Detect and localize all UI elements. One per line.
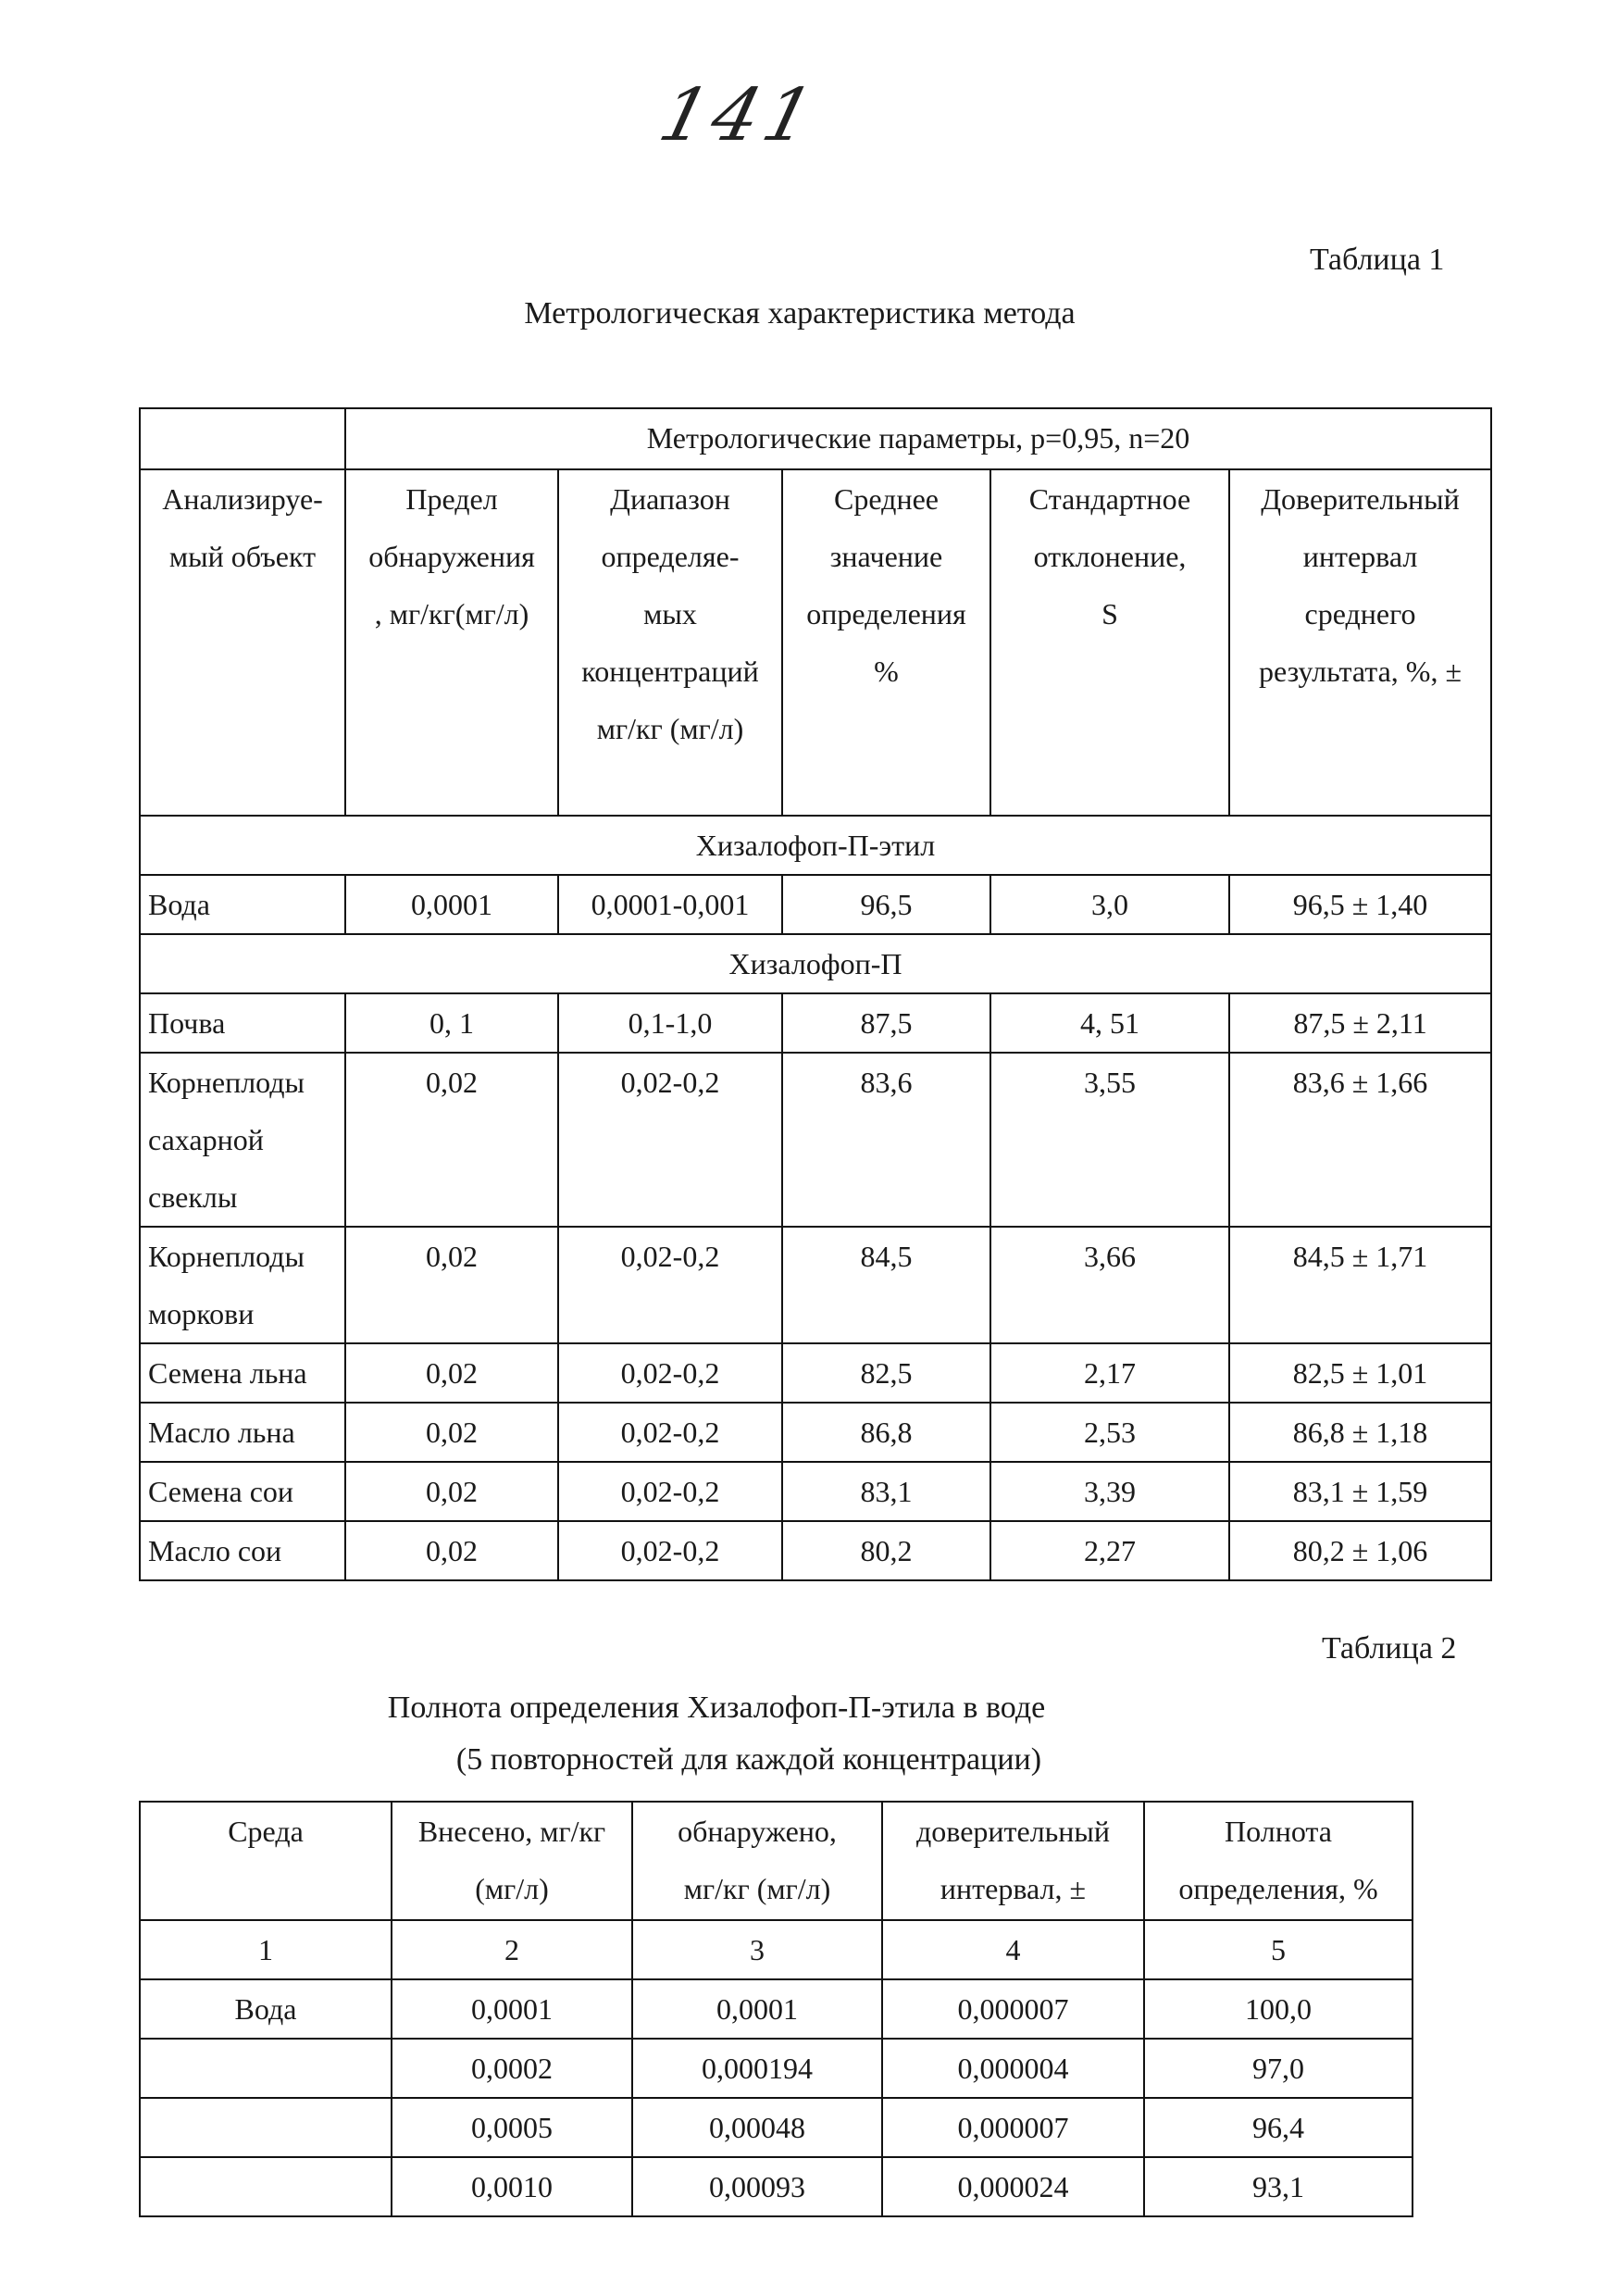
table-row [140,1343,1491,1403]
table2-col-header-found: обнаружено, мг/кг (мг/л) [632,1802,882,1920]
table2-col-header-ci: доверительный интервал, ± [882,1802,1144,1920]
ci-cell: 84,5 ± 1,71 [1229,1227,1491,1343]
added-cell: 0,0010 [392,2157,632,2216]
medium-cell: Вода [140,1979,392,2039]
range-cell: 0,1-1,0 [558,993,782,1053]
column-number: 1 [140,1920,392,1979]
table2-col-header-medium: Среда [140,1802,392,1920]
recovery-cell: 97,0 [1144,2039,1413,2098]
table1-section-row [140,934,1491,993]
column-number: 2 [392,1920,632,1979]
mean-cell: 87,5 [782,993,990,1053]
table2-label: Таблица 2 [1322,1631,1457,1666]
object-cell: Корнеплоды моркови [140,1227,345,1343]
ci-cell: 87,5 ± 2,11 [1229,993,1491,1053]
mean-cell: 86,8 [782,1403,990,1462]
found-cell: 0,00093 [632,2157,882,2216]
ci-cell: 86,8 ± 1,18 [1229,1403,1491,1462]
section-title: Хизалофоп-П [140,934,1491,993]
sd-cell: 2,17 [990,1343,1229,1403]
range-cell: 0,02-0,2 [558,1343,782,1403]
page-number-text: 141 [651,74,828,157]
added-cell: 0,0001 [392,1979,632,2039]
sd-cell: 2,27 [990,1521,1229,1580]
ci-cell: 96,5 ± 1,40 [1229,875,1491,934]
ci-cell: 0,000007 [882,2098,1144,2157]
ci-cell: 83,6 ± 1,66 [1229,1053,1491,1227]
column-number: 4 [882,1920,1144,1979]
sd-cell: 4, 51 [990,993,1229,1053]
table2-header-row [140,1802,1413,1920]
table1-empty-corner [140,408,345,469]
ci-cell: 0,000007 [882,1979,1144,2039]
table-row [140,1979,1413,2039]
object-cell: Масло сои [140,1521,345,1580]
table1 [139,407,1492,1581]
medium-cell [140,2039,392,2098]
table-row [140,993,1491,1053]
recovery-cell: 100,0 [1144,1979,1413,2039]
table2-col-header-recovery: Полнота определения, % [1144,1802,1413,1920]
table-row [140,1403,1491,1462]
table1-col-header-range: Диапазон определяе- мых концентраций мг/кг (мг/л) [558,469,782,816]
section-title: Хизалофоп-П-этил [140,816,1491,875]
added-cell: 0,0002 [392,2039,632,2098]
range-cell: 0,02-0,2 [558,1462,782,1521]
object-cell: Семена сои [140,1462,345,1521]
range-cell: 0,0001-0,001 [558,875,782,934]
table1-caption: Метрологическая характеристика метода [524,296,1076,331]
limit-cell: 0,0001 [345,875,558,934]
table-row [140,2039,1413,2098]
found-cell: 0,000194 [632,2039,882,2098]
sd-cell: 3,39 [990,1462,1229,1521]
limit-cell: 0,02 [345,1462,558,1521]
table1-group-header-row [140,408,1491,469]
medium-cell [140,2098,392,2157]
range-cell: 0,02-0,2 [558,1227,782,1343]
mean-cell: 82,5 [782,1343,990,1403]
sd-cell: 2,53 [990,1403,1229,1462]
table-row [140,2157,1413,2216]
column-number: 5 [1144,1920,1413,1979]
object-cell: Вода [140,875,345,934]
table-row [140,875,1491,934]
mean-cell: 83,6 [782,1053,990,1227]
table1-group-header: Метрологические параметры, р=0,95, n=20 [345,408,1491,469]
handwritten-page-number [651,74,828,157]
mean-cell: 83,1 [782,1462,990,1521]
found-cell: 0,00048 [632,2098,882,2157]
limit-cell: 0,02 [345,1521,558,1580]
sd-cell: 3,0 [990,875,1229,934]
table1-col-header-limit: Предел обнаружения , мг/кг(мг/л) [345,469,558,816]
ci-cell: 82,5 ± 1,01 [1229,1343,1491,1403]
ci-cell: 0,000004 [882,2039,1144,2098]
recovery-cell: 93,1 [1144,2157,1413,2216]
table1-section-row [140,816,1491,875]
table-row [140,1521,1491,1580]
object-cell: Семена льна [140,1343,345,1403]
limit-cell: 0,02 [345,1403,558,1462]
table1-col-header-ci: Доверительный интервал среднего результата, %, ± [1229,469,1491,816]
table1-col-header-sd: Стандартное отклонение, S [990,469,1229,816]
sd-cell: 3,66 [990,1227,1229,1343]
object-cell: Почва [140,993,345,1053]
limit-cell: 0,02 [345,1227,558,1343]
limit-cell: 0,02 [345,1343,558,1403]
range-cell: 0,02-0,2 [558,1403,782,1462]
table-row [140,1462,1491,1521]
table2-col-header-added: Внесено, мг/кг (мг/л) [392,1802,632,1920]
range-cell: 0,02-0,2 [558,1053,782,1227]
table2-caption-line1: Полнота определения Хизалофоп-П-этила в воде [387,1691,1046,1725]
table1-col-header-mean: Среднее значение определения % [782,469,990,816]
found-cell: 0,0001 [632,1979,882,2039]
recovery-cell: 96,4 [1144,2098,1413,2157]
column-number: 3 [632,1920,882,1979]
table-row [140,1053,1491,1227]
table1-label: Таблица 1 [1310,243,1445,277]
range-cell: 0,02-0,2 [558,1521,782,1580]
sd-cell: 3,55 [990,1053,1229,1227]
mean-cell: 84,5 [782,1227,990,1343]
table2 [139,1801,1413,2217]
table2-number-row [140,1920,1413,1979]
ci-cell: 80,2 ± 1,06 [1229,1521,1491,1580]
object-cell: Масло льна [140,1403,345,1462]
table2-caption-line2: (5 повторностей для каждой концентрации) [455,1742,1042,1777]
table-row [140,1227,1491,1343]
table1-col-header-object: Анализируе- мый объект [140,469,345,816]
object-cell: Корнеплоды сахарной свеклы [140,1053,345,1227]
limit-cell: 0, 1 [345,993,558,1053]
table1-column-header-row [140,469,1491,816]
mean-cell: 96,5 [782,875,990,934]
ci-cell: 0,000024 [882,2157,1144,2216]
table-row [140,2098,1413,2157]
added-cell: 0,0005 [392,2098,632,2157]
limit-cell: 0,02 [345,1053,558,1227]
mean-cell: 80,2 [782,1521,990,1580]
medium-cell [140,2157,392,2216]
ci-cell: 83,1 ± 1,59 [1229,1462,1491,1521]
